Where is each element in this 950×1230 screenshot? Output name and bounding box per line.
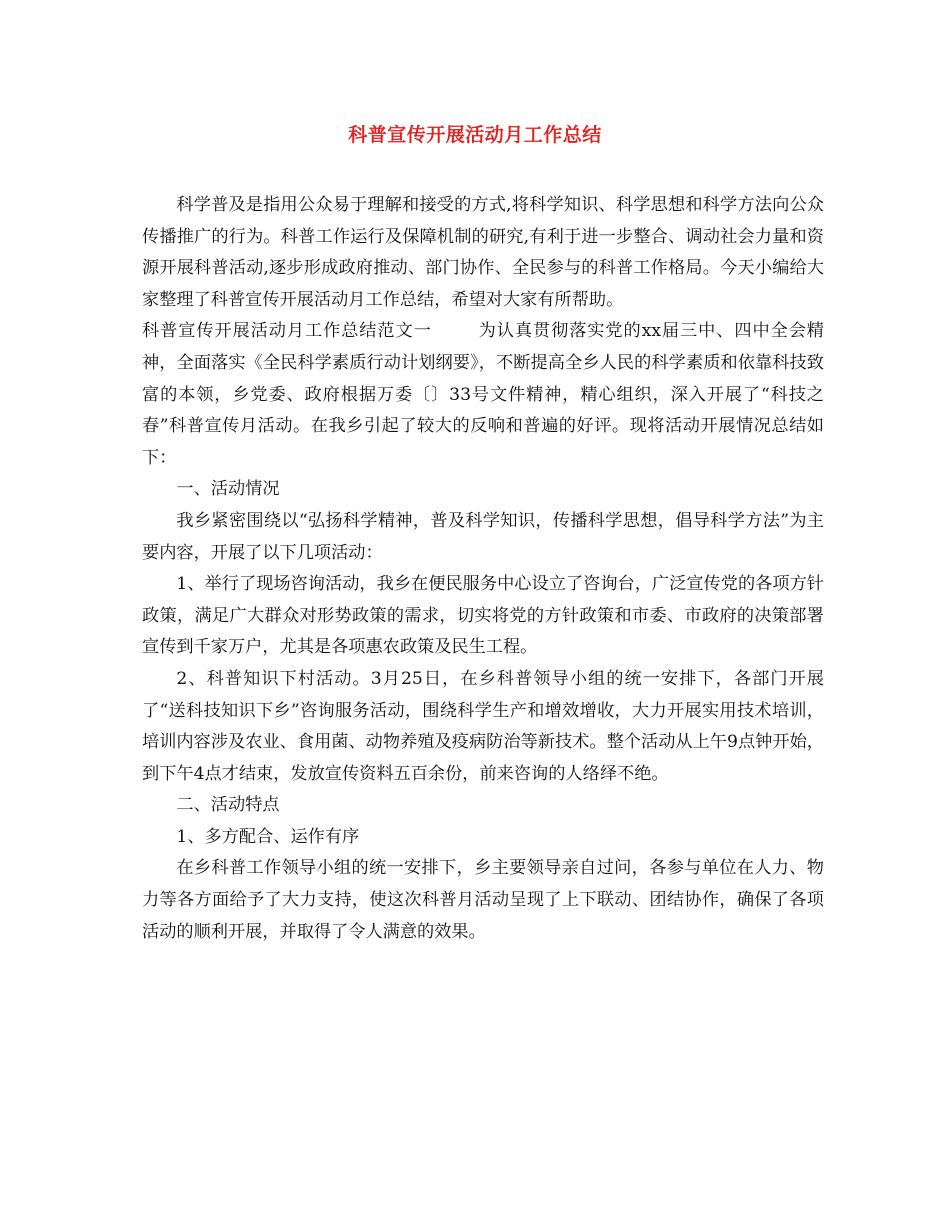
heading-activity-features: 二、活动特点 xyxy=(176,795,280,816)
feature-subheading-1: 1、多方配合、运作有序 xyxy=(176,826,360,847)
section-heading: 科普宣传开展活动月工作总结范文一 xyxy=(142,321,432,342)
activity-intro-paragraph: 我乡紧密围绕以“弘扬科学精神，普及科学知识，传播科学思想，倡导科学方法”为主要内容，开展了以下几项活动： xyxy=(142,510,824,563)
activity-item-2: 2、科普知识下村活动。3月25日，在乡科普领导小组的统一安排下，各部门开展了“送科技知识下乡”咨询服务活动，围绕科学生产和增效增收，大力开展实用技术培训，培训内容涉及农业、食用菌、动物养殖及疫病防治等新技术。整个活动从上午9点钟开始，到下午4点才结束，发放宣传资料五百余份，前来咨询的人络绎不绝。 xyxy=(142,668,824,784)
section-paragraph xyxy=(142,316,824,474)
activity-item-1: 1、举行了现场咨询活动，我乡在便民服务中心设立了咨询台，广泛宣传党的各项方针政策，满足广大群众对形势政策的需求，切实将党的方针政策和市委、市政府的决策部署宣传到千家万户，尤其是各项惠农政策及民生工程。 xyxy=(142,574,824,658)
heading-activity-status: 一、活动情况 xyxy=(176,479,280,500)
feature-paragraph-1: 在乡科普工作领导小组的统一安排下，乡主要领导亲自过问，各参与单位在人力、物力等各方面给予了大力支持，使这次科普月活动呈现了上下联动、团结协作，确保了各项活动的顺利开展，并取得了令人满意的效果。 xyxy=(142,858,824,942)
document-title: 科普宣传开展活动月工作总结 xyxy=(348,124,602,146)
document-body xyxy=(142,190,824,948)
section-opening: 为认真贯彻落实党的xx届三中、四中全会精神，全面落实《全民科学素质行动计划纲要》，不断提高全乡人民的科学素质和依靠科技致富的本领，乡党委、政府根据万委〔〕33号文件精神，精心组织，深入开展了“科技之春”科普宣传月活动。在我乡引起了较大的反响和普遍的好评。现将活动开展情况总结如下： xyxy=(142,321,824,468)
intro-paragraph: 科学普及是指用公众易于理解和接受的方式,将科学知识、科学思想和科学方法向公众传播推广的行为。科普工作运行及保障机制的研究,有利于进一步整合、调动社会力量和资源开展科普活动,逐步形成政府推动、部门协作、全民参与的科普工作格局。今天小编给大家整理了科普宣传开展活动月工作总结，希望对大家有所帮助。 xyxy=(142,195,824,310)
